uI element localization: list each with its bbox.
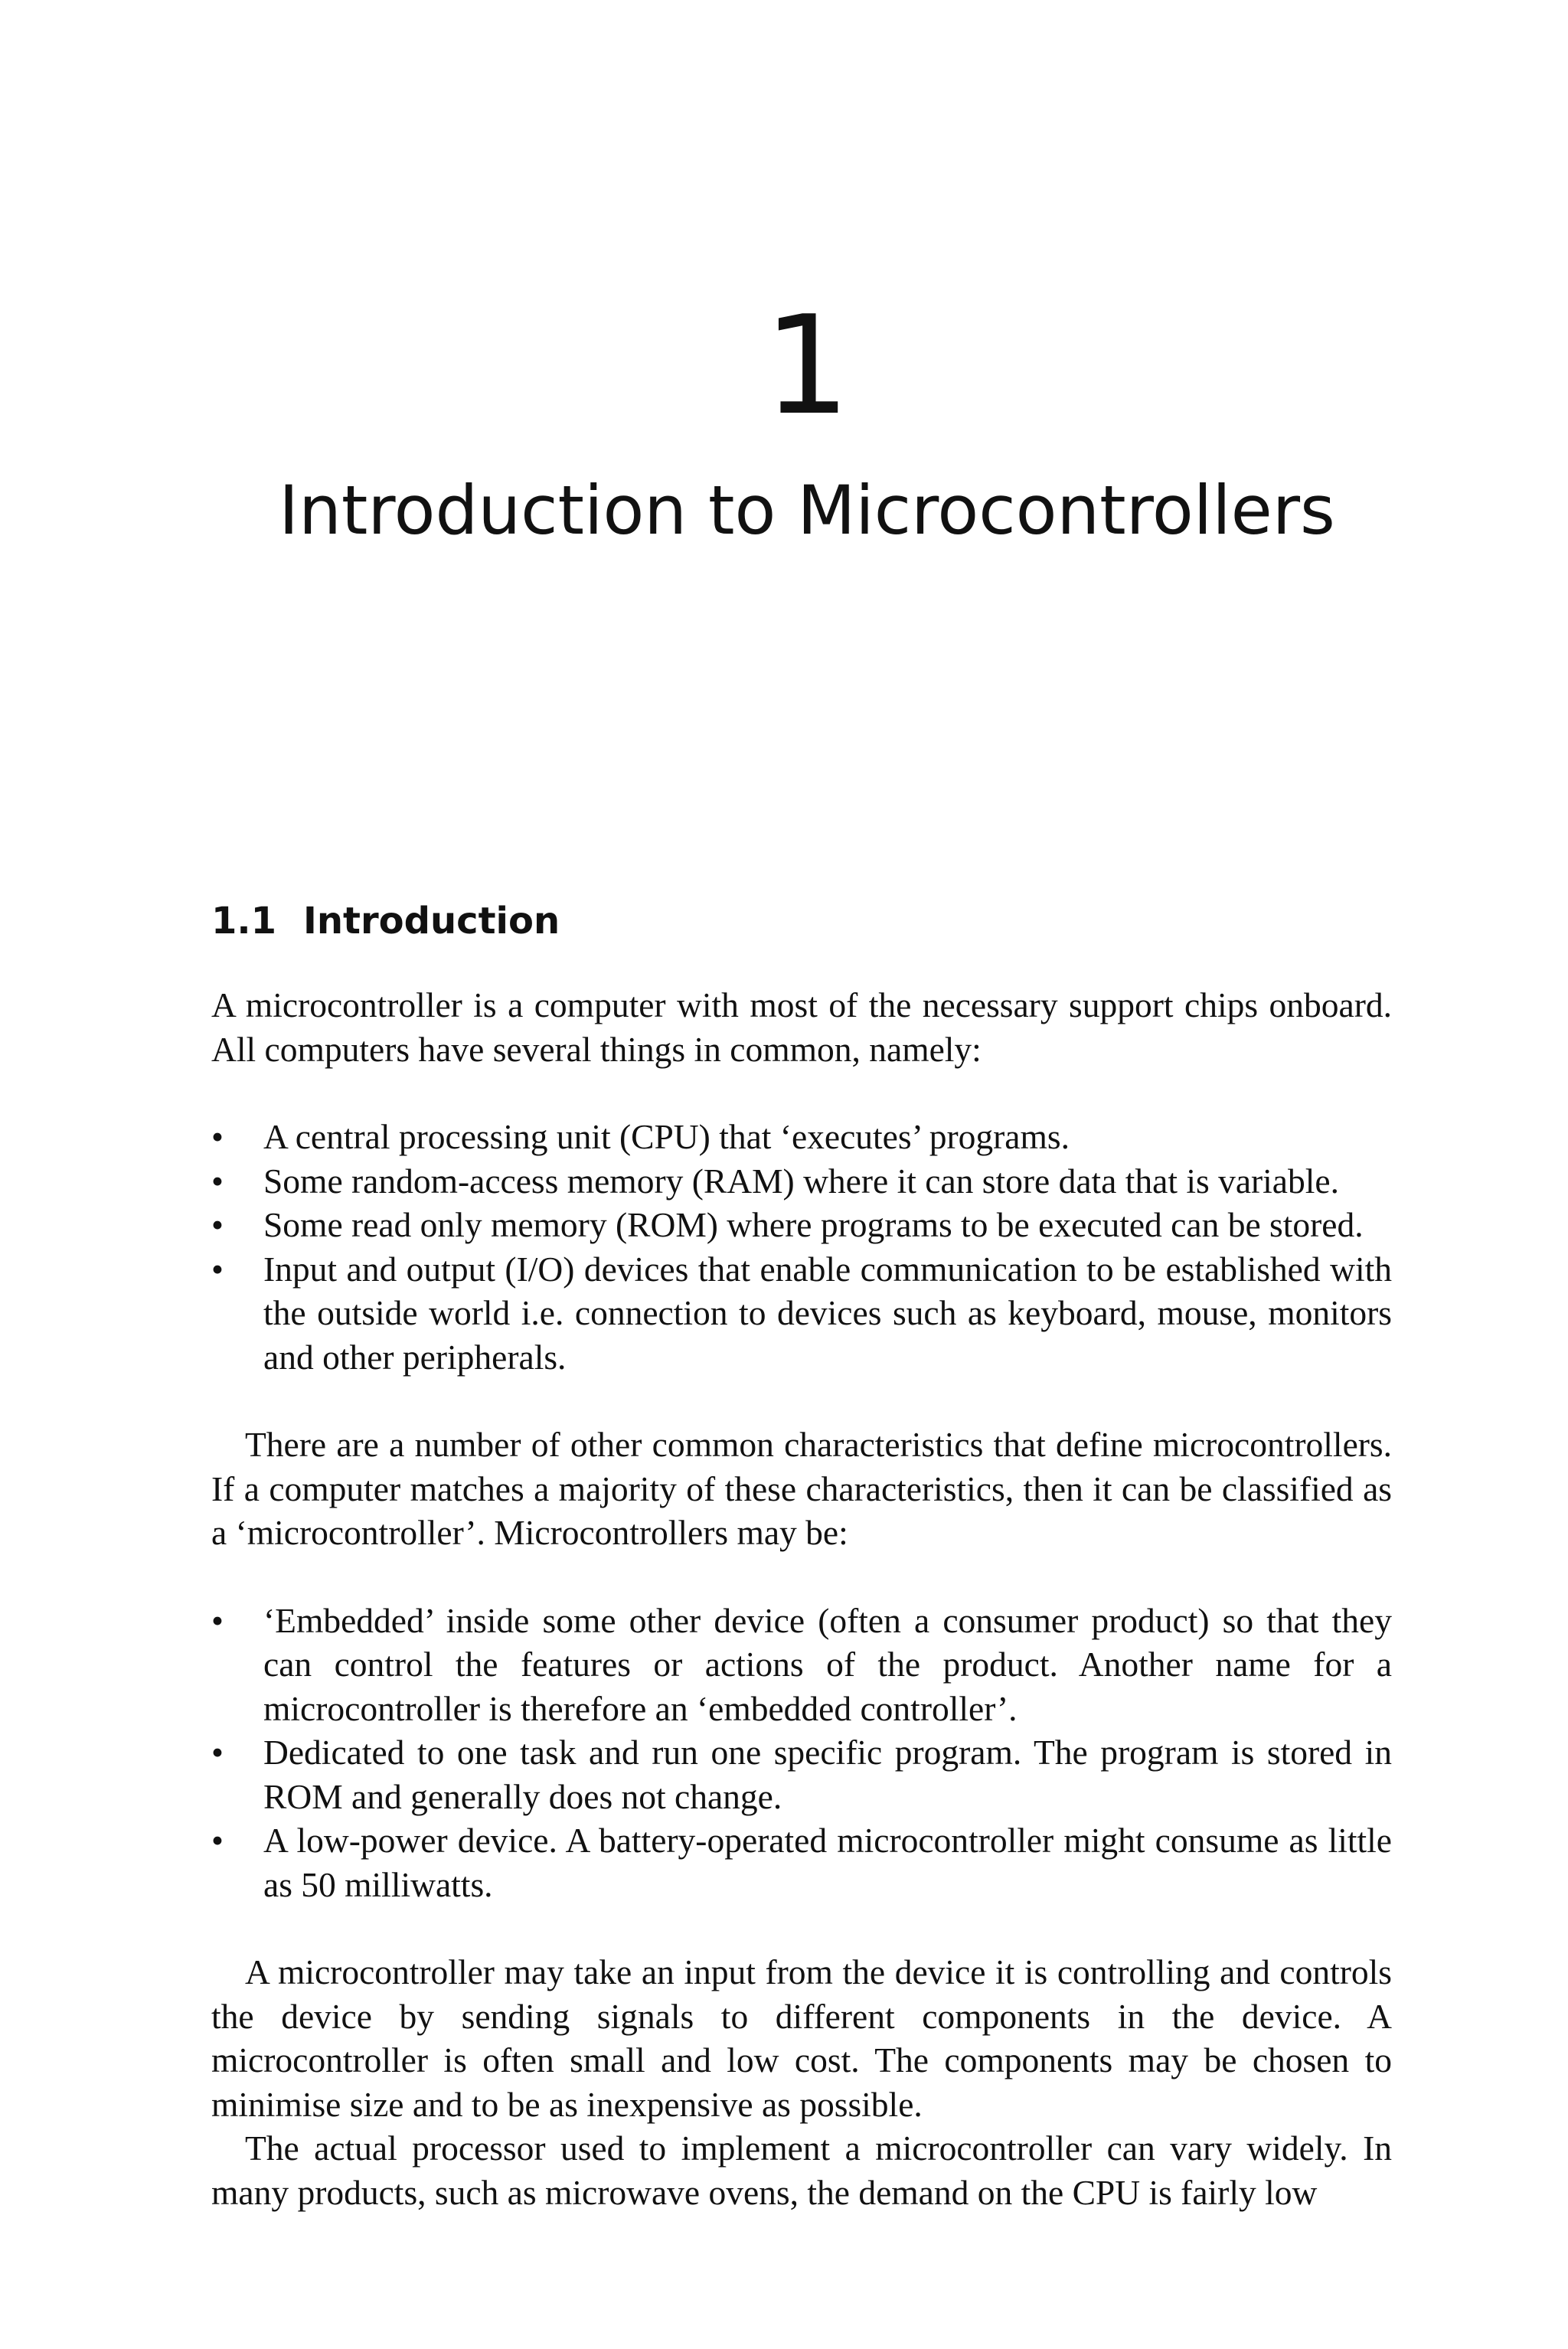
bullet-icon: • bbox=[211, 1600, 224, 1640]
chapter-number: 1 bbox=[763, 286, 851, 445]
microcontroller-characteristics-list bbox=[211, 1599, 1392, 1907]
bullet-icon: • bbox=[211, 1117, 224, 1156]
paragraph-characteristics: There are a number of other common characteristics that define microcontrollers. If a computer matches a majority of these characteristics, then it can be classified as a ‘microcontroller’. Microcontrollers may be: bbox=[211, 1425, 1392, 1552]
list-item: • A central processing unit (CPU) that ‘executes’ programs. bbox=[211, 1115, 1392, 1159]
bullet-icon: • bbox=[211, 1821, 224, 1860]
bullet-icon: • bbox=[211, 1161, 224, 1201]
list-item: • Some read only memory (ROM) where programs to be executed can be stored. bbox=[211, 1203, 1392, 1247]
section-number: 1.1 bbox=[211, 900, 277, 943]
section-title: Introduction bbox=[303, 900, 560, 943]
body-text bbox=[211, 983, 1392, 2214]
paragraph-processor: The actual processor used to implement a microcontroller can vary widely. In many products, such as microwave ovens, the demand on the CPU is fairly low bbox=[211, 2128, 1392, 2212]
paragraph-control: A microcontroller may take an input from the device it is controlling and controls the device by sending signals to different components in the device. A microcontroller is often small and low cost. The components may be chosen to minimise size and to be as inexpensive as possible. bbox=[211, 1952, 1392, 2124]
list-item: • Input and output (I/O) devices that enable communication to be established with the outside world i.e. connection to devices such as keyboard, mouse, monitors and other peripherals. bbox=[211, 1247, 1392, 1380]
paragraph-intro: A microcontroller is a computer with most of the necessary support chips onboard. All computers have several things in common, namely: bbox=[211, 985, 1392, 1069]
computer-features-list bbox=[211, 1115, 1392, 1379]
bullet-icon: • bbox=[211, 1249, 224, 1289]
list-item: • Dedicated to one task and run one specific program. The program is stored in ROM and generally does not change. bbox=[211, 1730, 1392, 1818]
list-item: • ‘Embedded’ inside some other device (often a consumer product) so that they can control the features or actions of the product. Another name for a microcontroller is therefore an ‘embedded controller’. bbox=[211, 1599, 1392, 1731]
section-heading bbox=[211, 894, 560, 948]
bullet-icon: • bbox=[211, 1733, 224, 1772]
list-item: • A low-power device. A battery-operated microcontroller might consume as little as 50 milliwatts. bbox=[211, 1818, 1392, 1906]
list-item: • Some random-access memory (RAM) where it can store data that is variable. bbox=[211, 1159, 1392, 1204]
bullet-icon: • bbox=[211, 1205, 224, 1244]
chapter-title: Introduction to Microcontrollers bbox=[279, 471, 1335, 550]
